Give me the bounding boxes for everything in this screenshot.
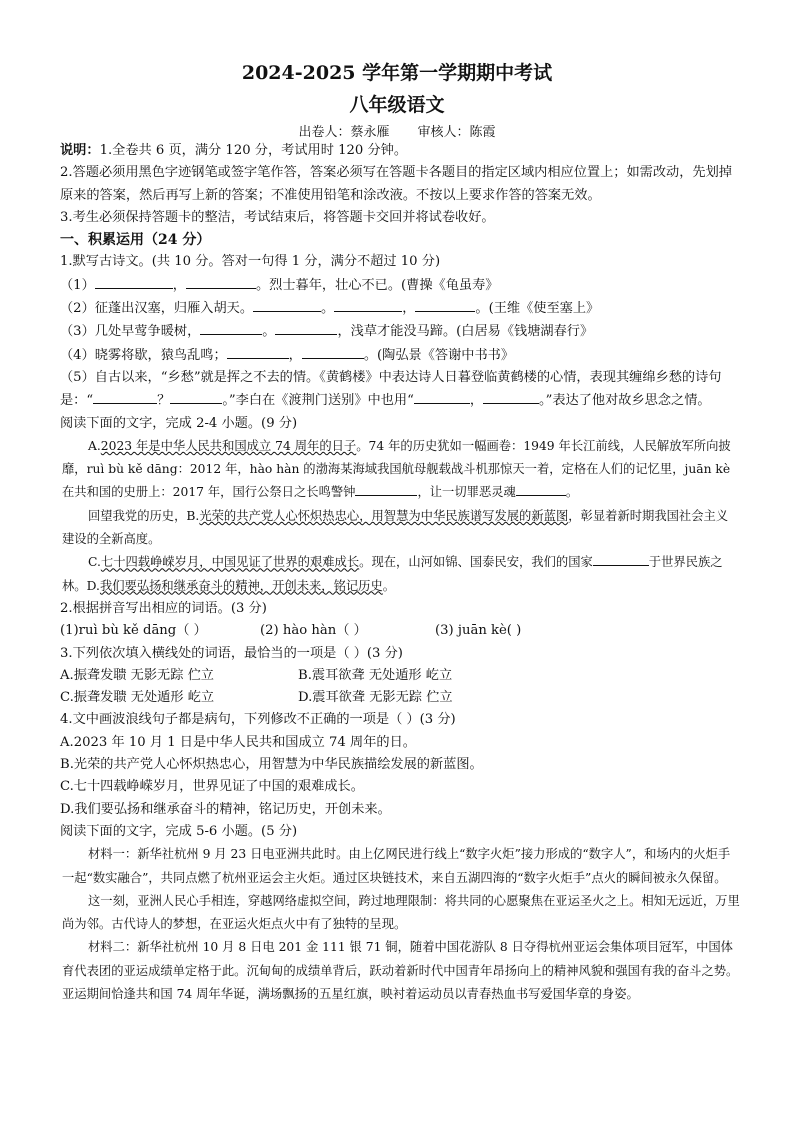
section-title: 一、积累运用（24 分） [60,232,211,249]
q1-item-1: （1） ， 。烈士暮年，壮心不已。(曹操《龟虽寿》 [60,274,740,297]
q4-stem: 4.文中画波浪线句子都是病句，下列修改不正确的一项是（ ）(3 分) [60,712,456,728]
passage-2-material-1: 材料一：新华社杭州 9 月 23 日电亚洲共此时。由上亿网民进行线上“数字火炬”接力形成的“数字人”，和场内的火炬手一起“数实融合”，共同点燃了杭州亚运会主火炬。通过区块链技术，来自五湖四海的“数字火炬手”点火的瞬间被永久保留。 [62,847,731,885]
q2-items: (1)ruì bù kě dāng（ ） (2) hào hàn（ ） (3) juān kè( ) [60,623,522,639]
passage-2 [60,843,740,1006]
instruction-3: 3.考生必须保持答题卡的整洁，考试结束后，将答题卡交回并将试卷收好。 [60,209,495,225]
q4-option-c: C.七十四载峥嵘岁月，世界见证了中国的艰难成长。 [60,779,364,795]
instruction-2: 2.答题必须用黑色字迹钢笔或签字笔作答，答案必须写在答题卡各题目的指定区域内相应位置上；如需改动，先划掉原来的答案，然后再写上新的答案；不准使用铅笔和涂改液。不按以上要求作答的答案无效。 [60,165,732,203]
q2-stem: 2.根据拼音写出相应的词语。(3 分) [60,600,267,616]
passage-2-material-2: 材料二：新华社杭州 10 月 8 日电 201 金 111 银 71 铜，随着中国花游队 8 日夺得杭州亚运会集体项目冠军，中国体育代表团的亚运成绩单定格于此。沉甸甸的成绩单背后，跃动着新时代中国青年昂扬向上的精神风貌和强国有我的奋斗之势。亚运期间恰逢共和国 74 周年华诞，满场飘扬的五星红旗，映衬着运动员以青春热血书写爱国华章的身姿。 [62,940,739,1001]
exam-subtitle: 八年级语文 [349,94,445,116]
q1-stem: 1.默写古诗文。(共 10 分。答对一句得 1 分，满分不超过 10 分) [60,254,441,270]
exam-authors [0,121,794,140]
passage-1-para-2: 回望我党的历史，B.光荣的共产党人心怀炽热忠心，用智慧为中华民族谱写发展的新蓝图，彰显着新时期我国社会主义建设的全新高度。 [62,508,729,547]
q4-option-a: A.2023 年 10 月 1 日是中华人民共和国成立 74 周年的日。 [60,734,416,750]
reading-1-instruction: 阅读下面的文字，完成 2-4 小题。(9 分) [60,415,298,431]
passage-1-para-1: A.2023 年是中华人民共和国成立 74 周年的日子。74 年的历史犹如一幅画卷：1949 年长江前线，人民解放军所向披靡，ruì bù kě dāng：2012 年，hào hàn 的渤海某海域我国航母舰载战斗机那惊天一着，定格在人们的记忆里，juān kè 在共和国的史册上：2017 年，国行公祭日之长鸣警钟 ，让一切罪恶灵魂 。 [62,438,731,500]
exam-content [60,140,740,1006]
reading-2-instruction: 阅读下面的文字，完成 5-6 小题。(5 分) [60,823,298,839]
setter: 出卷人：蔡永雁 [298,125,390,140]
q1-item-4: （4）晓雾将歇，猿鸟乱鸣； ， 。(陶弘景《答谢中书书》 [60,344,740,367]
q1-item-3: （3）几处早莺争暖树， 。 ，浅草才能没马蹄。(白居易《钱塘湖春行》 [60,320,740,343]
q1-item-5: （5）自古以来，“乡愁”就是挥之不去的情。《黄鹤楼》中表达诗人日暮登临黄鹤楼的心情，表现其缠绵乡愁的诗句是：“ ？ 。”李白在《渡荆门送别》中也用“ ， 。”表达了他对故乡思念之情。 [60,369,722,409]
q4-option-b: B.光荣的共产党人心怀炽热忠心，用智慧为中华民族描绘发展的新蓝图。 [60,757,483,773]
q3-stem: 3.下列依次填入横线处的词语，最恰当的一项是（ ）(3 分) [60,645,403,661]
q3-options-ab: A.振聋发聩 无影无踪 伫立 B.震耳欲聋 无处遁形 屹立 [60,667,453,683]
instruction-1: 说明：1.全卷共 6 页，满分 120 分，考试用时 120 分钟。 [60,143,408,158]
passage-1-para-3: C.七十四载峥嵘岁月，中国见证了世界的艰难成长。现在，山河如锦、国泰民安，我们的国家 于世界民族之林。D.我们要弘扬和继承奋斗的精神，开创未来，铭记历史。 [62,551,740,598]
passage-1 [60,435,740,598]
q4-option-d: D.我们要弘扬和继承奋斗的精神，铭记历史，开创未来。 [60,801,391,817]
q1-item-2: （2）征蓬出汉塞，归雁入胡天。 。 ， 。(王维《使至塞上》 [60,297,740,320]
q3-options-cd: C.振聋发聩 无处遁形 屹立 D.震耳欲聋 无影无踪 伫立 [60,690,453,706]
reviewer: 审核人：陈霞 [417,125,496,140]
exam-title: 2024-2025 学年第一学期期中考试 [241,62,553,84]
passage-2-material-1b: 这一刻，亚洲人民心手相连，穿越网络虚拟空间，跨过地理限制：将共同的心愿聚焦在亚运圣火之上。相知无远近，万里尚为邻。古代诗人的梦想，在亚运火炬点火中有了独特的呈现。 [62,893,740,932]
